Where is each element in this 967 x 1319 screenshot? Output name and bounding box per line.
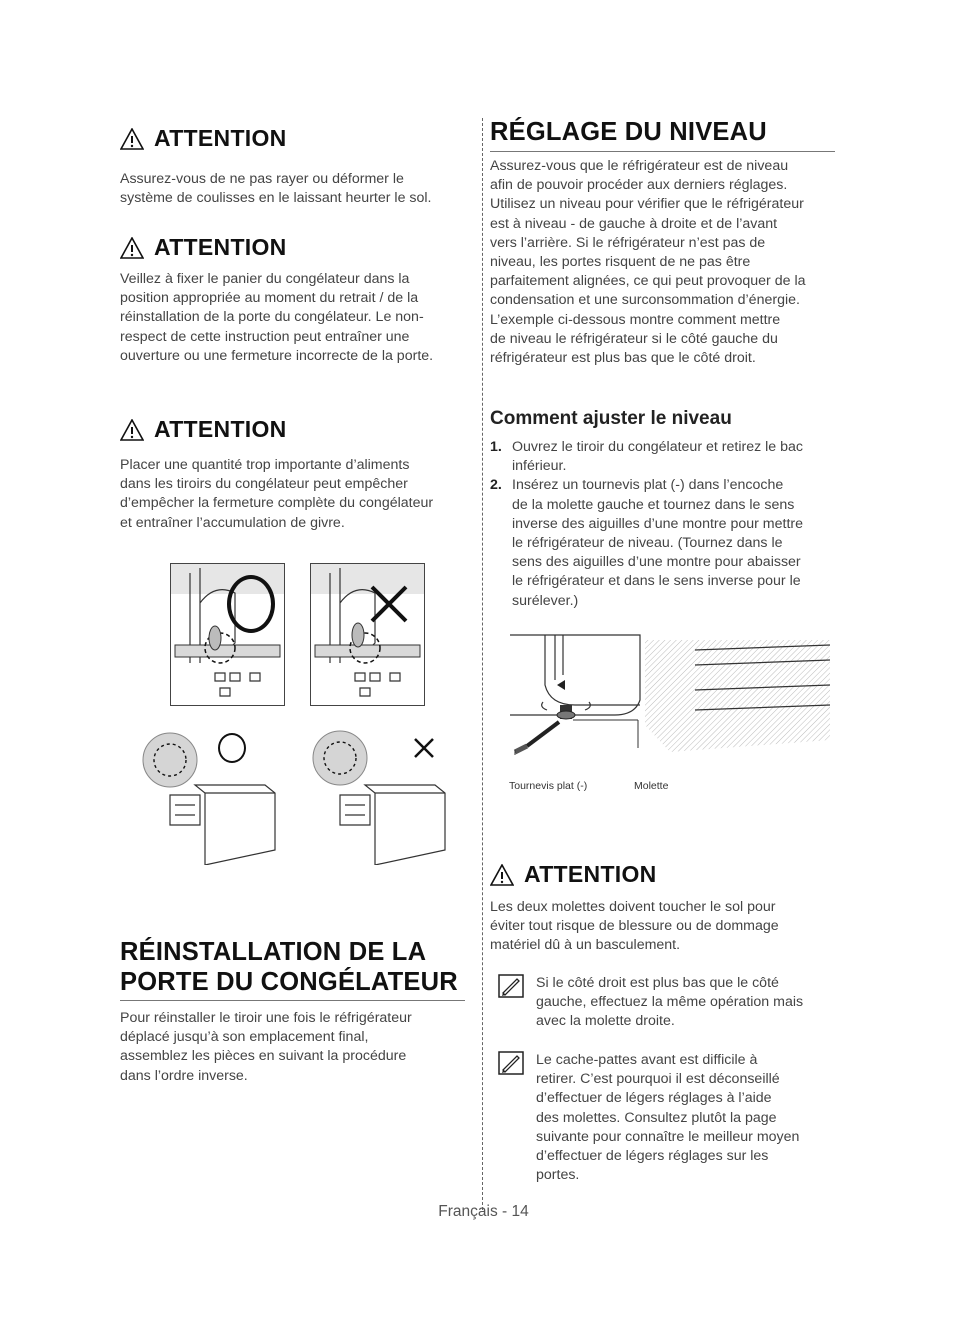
note-1 [498,974,843,1032]
correct-circle-mark [218,733,246,763]
caption-screwdriver: Tournevis plat (-) [509,780,588,792]
page-footer: Français - 14 [438,1203,529,1220]
caption-wheel: Molette [634,780,669,792]
leveling-illustration [505,630,830,755]
warning-triangle-icon [120,419,144,441]
attention-title: ATTENTION [154,416,287,442]
attention-heading-4 [490,861,657,888]
incorrect-x-mark [412,736,436,760]
leveling-title: RÉGLAGE DU NIVEAU [490,118,767,146]
door-correct-illustration [140,725,285,865]
attention-title: ATTENTION [154,234,287,260]
attention-title: ATTENTION [524,861,657,887]
warning-triangle-icon [490,864,514,886]
note-text: Si le côté droit est plus bas que le côté gauche, effectuez la même opération mais avec la molette droite. [536,975,804,1030]
attention-title: ATTENTION [154,125,287,151]
incorrect-x-mark [368,583,410,625]
column-divider [482,118,483,1210]
attention-text-1: Assurez-vous de ne pas rayer ou déformer le système de coulisses en le laissant heurter le sol. [120,171,432,207]
note-icon [498,1051,524,1075]
note-text: Le cache-pattes avant est difficile à retirer. C’est pourquoi il est déconseillé d’effectuer de légers réglages à l’aide des molettes. Consultez plutôt la page suivante pour connaître le meilleur moyen d’effectuer de légers réglages sur les portes. [536,1052,800,1184]
warning-triangle-icon [120,128,144,150]
reinstall-title: RÉINSTALLATION DE LA PORTE DU CONGÉLATEUR [120,938,458,996]
attention-heading-2 [120,234,287,261]
warning-triangle-icon [120,237,144,259]
section-divider [490,151,835,152]
step-item: 1. Ouvrez le tiroir du congélateur et retirez le bac inférieur. [490,439,803,475]
correct-circle-mark [227,575,275,633]
note-2 [498,1051,843,1185]
note-icon [498,974,524,998]
attention-text-2: Veillez à fixer le panier du congélateur dans la position appropriée au moment du retrait / de la réinstallation de la porte du congélateur. Le non- respect de cette instruction peut entraîner une ouverture ou une fermeture incorrecte de la porte. [120,271,434,364]
section-divider [120,1000,465,1001]
step-item: 2. Insérez un tournevis plat (-) dans l’encoche de la molette gauche et tournez dans le sens inverse des aiguilles d’une montre pour mettre le réfrigérateur de niveau. (Tournez dans le sens des aiguilles d’une montre pour abaisser le réfrigérateur et dans le sens inverse pour le surélever.) [490,477,803,609]
attention-heading-3 [120,416,287,443]
attention-heading-1 [120,125,287,152]
howto-steps [490,438,845,611]
reinstall-text: Pour réinstaller le tiroir une fois le réfrigérateur déplacé jusqu’à son emplacement final, assemblez les pièces en suivant la procédure dans l’ordre inverse. [120,1010,412,1084]
attention-text-4: Les deux molettes doivent toucher le sol pour éviter tout risque de blessure ou de dommage matériel dû à un basculement. [490,899,779,954]
attention-text-3: Placer une quantité trop importante d’aliments dans les tiroirs du congélateur peut empêcher d’empêcher la fermeture complète du congélateur et entraîner l’accumulation de givre. [120,457,434,531]
howto-subtitle: Comment ajuster le niveau [490,408,732,429]
leveling-text: Assurez-vous que le réfrigérateur est de niveau afin de pouvoir procéder aux derniers réglages. Utilisez un niveau pour vérifier que le réfrigérateur est à niveau - de gauche à droite et de l’avant vers l’arrière. Si le réfrigérateur n’est pas de niveau, les portes risquent de ne pas être parfaitement alignées, ce qui peut provoquer de la condensation et une surconsommation d’énergie. L’exemple ci-dessous montre comment mettre de niveau le réfrigérateur si le côté gauche du réfrigérateur est plus bas que le côté droit. [490,158,806,367]
step-number: 1. [490,439,502,455]
step-number: 2. [490,477,502,494]
